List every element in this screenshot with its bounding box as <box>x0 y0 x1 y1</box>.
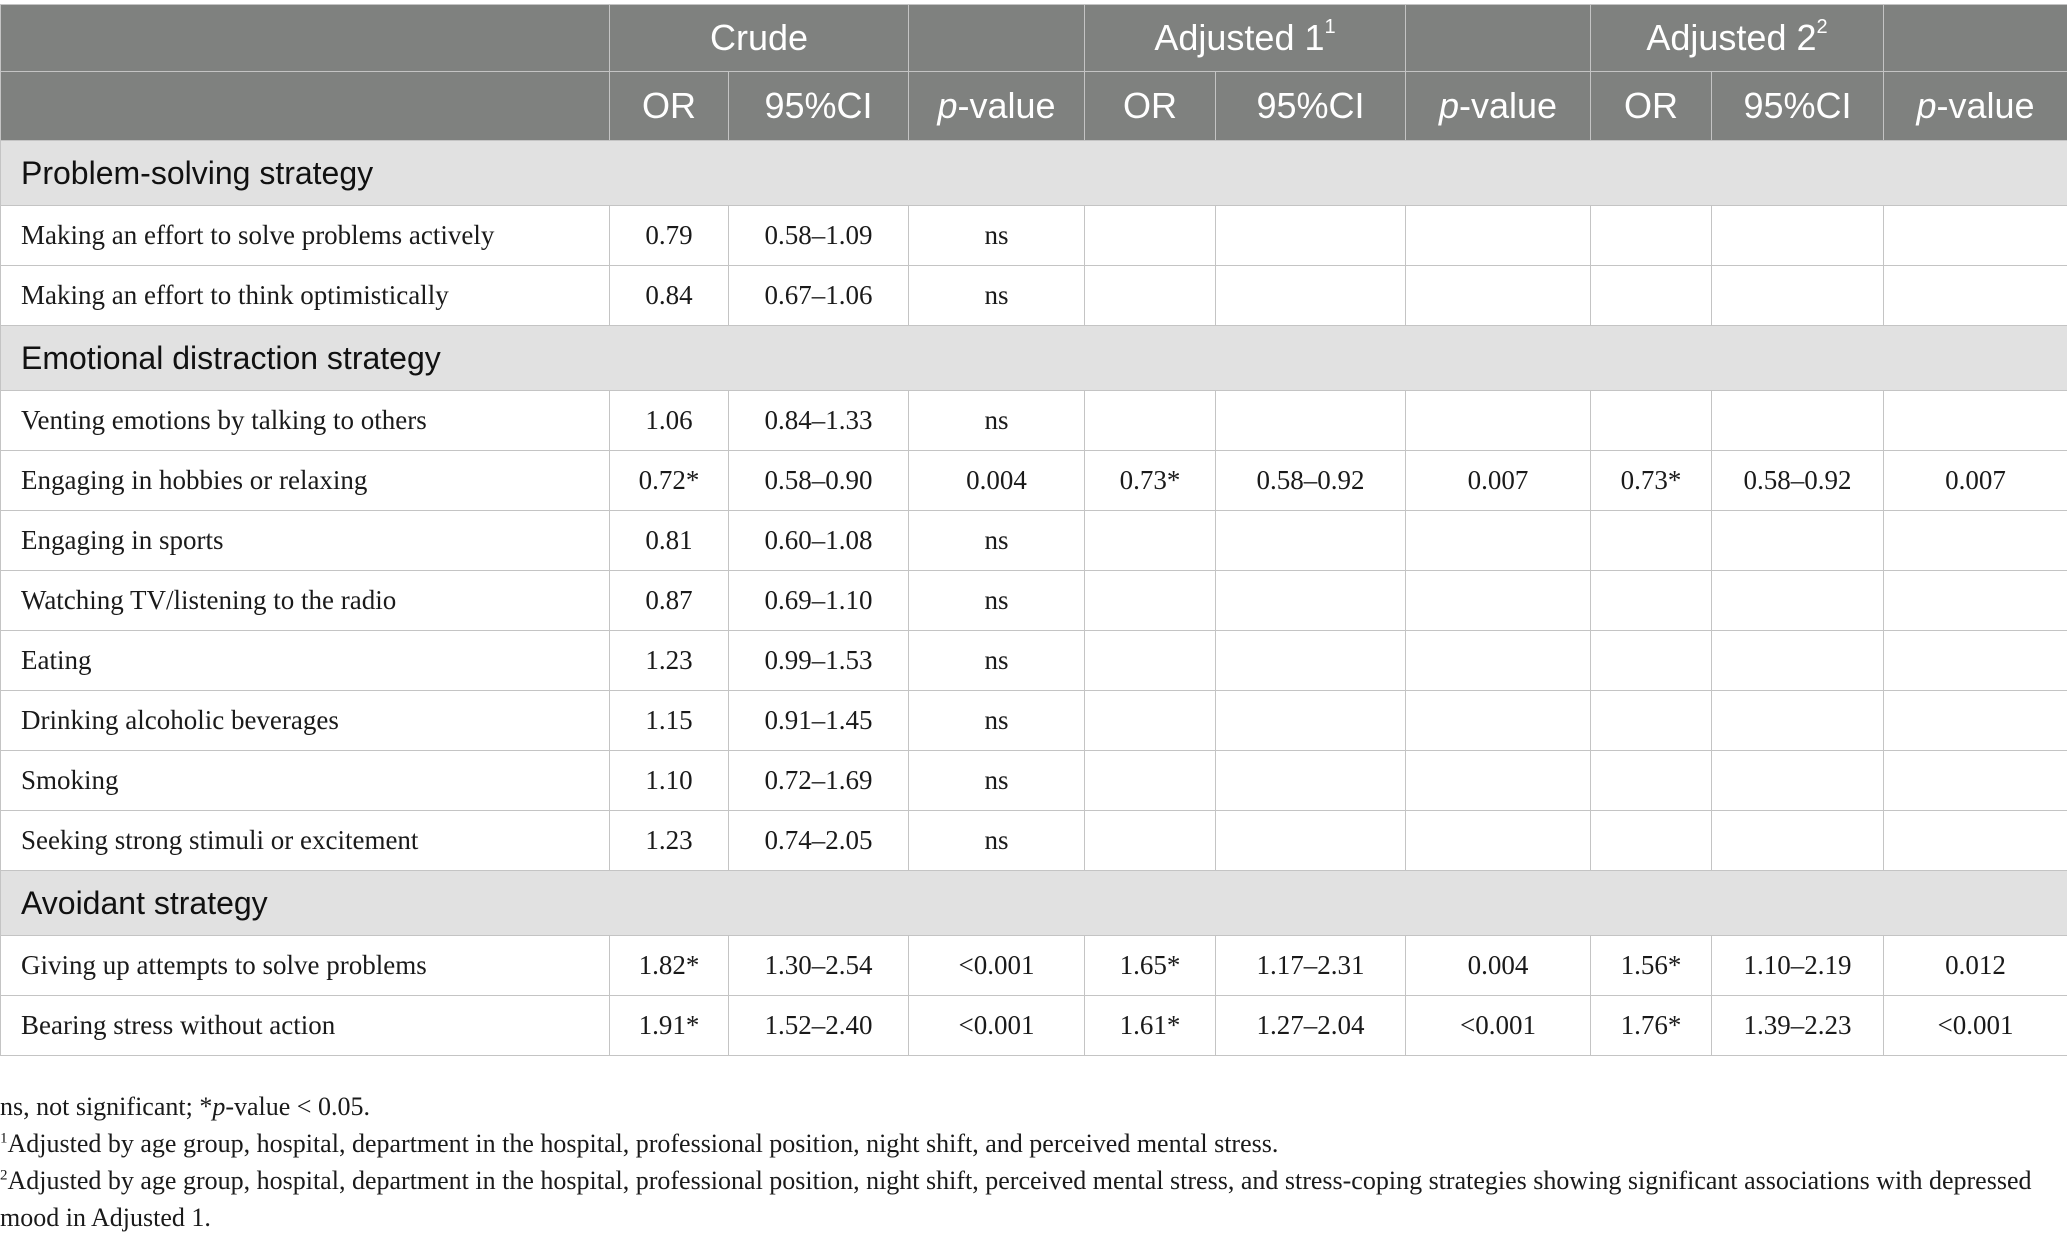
header-stub <box>1 72 610 141</box>
group-adjusted-1: Adjusted $1^1$ <box>1085 5 1406 72</box>
table-cell: ns <box>909 631 1085 691</box>
footnote-mark-1: 1 <box>1324 16 1336 38</box>
row-label: Making an effort to think optimistically <box>1 266 610 326</box>
row-label: Smoking <box>1 751 610 811</box>
footnote-ns: ns, not significant; *p-value < 0.05. <box>0 1092 370 1121</box>
table-cell <box>1712 511 1884 571</box>
table-cell: ns <box>909 511 1085 571</box>
table-cell <box>1591 391 1712 451</box>
table-cell: 0.72–1.69 <box>729 751 909 811</box>
table-cell: 0.81 <box>610 511 729 571</box>
table-cell: 1.27–2.04 <box>1216 996 1406 1056</box>
table-cell <box>1216 631 1406 691</box>
table-cell <box>1591 811 1712 871</box>
table-cell: 0.73* <box>1591 451 1712 511</box>
table-cell: 1.56* <box>1591 936 1712 996</box>
col-p-value: p-value <box>1884 72 2067 141</box>
table-cell <box>1406 751 1591 811</box>
table-cell <box>1884 691 2067 751</box>
table-cell: 1.10–2.19 <box>1712 936 1884 996</box>
table-cell: 1.23 <box>610 631 729 691</box>
table-cell <box>1884 511 2067 571</box>
table-cell <box>1591 266 1712 326</box>
table-row <box>1 996 2067 1056</box>
table-cell <box>1884 266 2067 326</box>
table-cell <box>1406 691 1591 751</box>
row-label: Venting emotions by talking to others <box>1 391 610 451</box>
table-cell: 1.10 <box>610 751 729 811</box>
table-cell: ns <box>909 391 1085 451</box>
table-cell: 0.004 <box>909 451 1085 511</box>
table-cell <box>1884 751 2067 811</box>
footnote-mark-2: 2 <box>1816 16 1828 38</box>
footnote-2: $^2$Adjusted by age group, hospital, department in the hospital, professional position, night shift, perceived mental stress, and stress-coping strategies showing significant associations with depressed mood in Adjusted 1. <box>0 1166 2032 1232</box>
table-cell <box>1712 691 1884 751</box>
table-cell: 0.58–1.09 <box>729 206 909 266</box>
table-cell <box>1712 631 1884 691</box>
group-adjusted-2: Adjusted $2^2$ <box>1591 5 1884 72</box>
table-cell <box>1216 811 1406 871</box>
table-cell: 1.30–2.54 <box>729 936 909 996</box>
table-cell <box>1712 391 1884 451</box>
table-cell <box>1085 206 1216 266</box>
table-cell: 0.87 <box>610 571 729 631</box>
table-cell: 0.99–1.53 <box>729 631 909 691</box>
table-cell <box>1884 206 2067 266</box>
table-cell <box>1884 571 2067 631</box>
table-row <box>1 266 2067 326</box>
table-cell <box>1591 631 1712 691</box>
table-cell <box>1712 571 1884 631</box>
table-cell <box>1216 206 1406 266</box>
table-row <box>1 936 2067 996</box>
group-crude: Crude <box>610 5 909 72</box>
table-cell <box>1216 691 1406 751</box>
section-row <box>1 141 2067 206</box>
table-footnotes <box>0 1088 2067 1236</box>
table-cell <box>1591 691 1712 751</box>
table-cell <box>1085 631 1216 691</box>
table-cell: 0.007 <box>1406 451 1591 511</box>
table-cell <box>1712 751 1884 811</box>
table-cell: 0.79 <box>610 206 729 266</box>
table-cell <box>1216 266 1406 326</box>
header-stub <box>1 5 610 72</box>
table-cell <box>1085 266 1216 326</box>
table-cell <box>1406 266 1591 326</box>
table-cell <box>1406 631 1591 691</box>
row-label: Engaging in hobbies or relaxing <box>1 451 610 511</box>
table-row <box>1 751 2067 811</box>
table-row <box>1 206 2067 266</box>
table-cell: <0.001 <box>1406 996 1591 1056</box>
table-cell <box>1884 391 2067 451</box>
col-ci: 95%CI <box>1216 72 1406 141</box>
table-cell: 1.17–2.31 <box>1216 936 1406 996</box>
table-cell <box>1406 811 1591 871</box>
header-blank <box>1884 5 2067 72</box>
table-cell: 1.23 <box>610 811 729 871</box>
table-cell: 0.007 <box>1884 451 2067 511</box>
table-row <box>1 391 2067 451</box>
table-cell <box>1712 206 1884 266</box>
table-cell <box>1085 751 1216 811</box>
table-cell: 0.84–1.33 <box>729 391 909 451</box>
table-row <box>1 511 2067 571</box>
table-cell: 1.61* <box>1085 996 1216 1056</box>
table-cell: <0.001 <box>909 936 1085 996</box>
table-cell <box>1216 751 1406 811</box>
col-p-value: p-value <box>909 72 1085 141</box>
table-cell <box>1884 631 2067 691</box>
table-cell: 0.012 <box>1884 936 2067 996</box>
table-row <box>1 451 2067 511</box>
table-cell: 0.60–1.08 <box>729 511 909 571</box>
results-table <box>0 4 2067 1056</box>
section-row <box>1 871 2067 936</box>
table-cell <box>1712 266 1884 326</box>
table-cell <box>1216 391 1406 451</box>
table-cell <box>1085 511 1216 571</box>
table-cell: 1.15 <box>610 691 729 751</box>
table-cell <box>1591 571 1712 631</box>
section-title: Emotional distraction strategy <box>1 326 2067 391</box>
table-cell: ns <box>909 571 1085 631</box>
table-cell <box>1406 391 1591 451</box>
table-cell: 1.76* <box>1591 996 1712 1056</box>
row-label: Watching TV/listening to the radio <box>1 571 610 631</box>
table-cell: 0.67–1.06 <box>729 266 909 326</box>
header-row-columns <box>1 72 2067 141</box>
row-label: Seeking strong stimuli or excitement <box>1 811 610 871</box>
row-label: Bearing stress without action <box>1 996 610 1056</box>
table-cell <box>1216 571 1406 631</box>
table-cell: 1.91* <box>610 996 729 1056</box>
table-cell: 0.91–1.45 <box>729 691 909 751</box>
footnote-1: $^1$Adjusted by age group, hospital, department in the hospital, professional position, night shift, and perceived mental stress. <box>0 1129 1279 1158</box>
table-cell: 0.004 <box>1406 936 1591 996</box>
table-cell <box>1406 511 1591 571</box>
table-cell: 0.73* <box>1085 451 1216 511</box>
table-row <box>1 571 2067 631</box>
header-row-groups <box>1 5 2067 72</box>
section-row <box>1 326 2067 391</box>
section-title: Avoidant strategy <box>1 871 2067 936</box>
table-row <box>1 631 2067 691</box>
table-cell <box>1085 811 1216 871</box>
row-label: Giving up attempts to solve problems <box>1 936 610 996</box>
table-cell: 0.74–2.05 <box>729 811 909 871</box>
table-cell <box>1591 511 1712 571</box>
table-cell: 1.52–2.40 <box>729 996 909 1056</box>
table-cell: ns <box>909 751 1085 811</box>
table-row <box>1 811 2067 871</box>
table-cell: 0.58–0.92 <box>1216 451 1406 511</box>
col-p-value: p-value <box>1406 72 1591 141</box>
table-cell: 1.65* <box>1085 936 1216 996</box>
table-cell <box>1591 206 1712 266</box>
header-blank <box>909 5 1085 72</box>
table-cell <box>1406 571 1591 631</box>
table-row <box>1 691 2067 751</box>
row-label: Engaging in sports <box>1 511 610 571</box>
row-label: Drinking alcoholic beverages <box>1 691 610 751</box>
table-cell <box>1085 571 1216 631</box>
section-title: Problem-solving strategy <box>1 141 2067 206</box>
col-ci: 95%CI <box>729 72 909 141</box>
table-cell: ns <box>909 206 1085 266</box>
table-body <box>1 141 2067 1056</box>
table-cell <box>1085 391 1216 451</box>
table-cell: ns <box>909 691 1085 751</box>
table-cell: <0.001 <box>909 996 1085 1056</box>
table-cell <box>1591 751 1712 811</box>
table-cell: 0.84 <box>610 266 729 326</box>
table-cell <box>1884 811 2067 871</box>
table-cell: 0.58–0.92 <box>1712 451 1884 511</box>
col-or: OR <box>1591 72 1712 141</box>
row-label: Eating <box>1 631 610 691</box>
table-cell: <0.001 <box>1884 996 2067 1056</box>
table-cell: ns <box>909 811 1085 871</box>
table-cell: 1.06 <box>610 391 729 451</box>
col-ci: 95%CI <box>1712 72 1884 141</box>
table-header <box>1 5 2067 141</box>
col-or: OR <box>1085 72 1216 141</box>
table-cell <box>1712 811 1884 871</box>
table-cell: ns <box>909 266 1085 326</box>
table-cell: 0.69–1.10 <box>729 571 909 631</box>
table-cell <box>1085 691 1216 751</box>
table-cell <box>1406 206 1591 266</box>
col-or: OR <box>610 72 729 141</box>
header-blank <box>1406 5 1591 72</box>
table-cell: 0.72* <box>610 451 729 511</box>
table-cell: 1.39–2.23 <box>1712 996 1884 1056</box>
row-label: Making an effort to solve problems actively <box>1 206 610 266</box>
table-cell: 1.82* <box>610 936 729 996</box>
table-cell <box>1216 511 1406 571</box>
table-cell: 0.58–0.90 <box>729 451 909 511</box>
